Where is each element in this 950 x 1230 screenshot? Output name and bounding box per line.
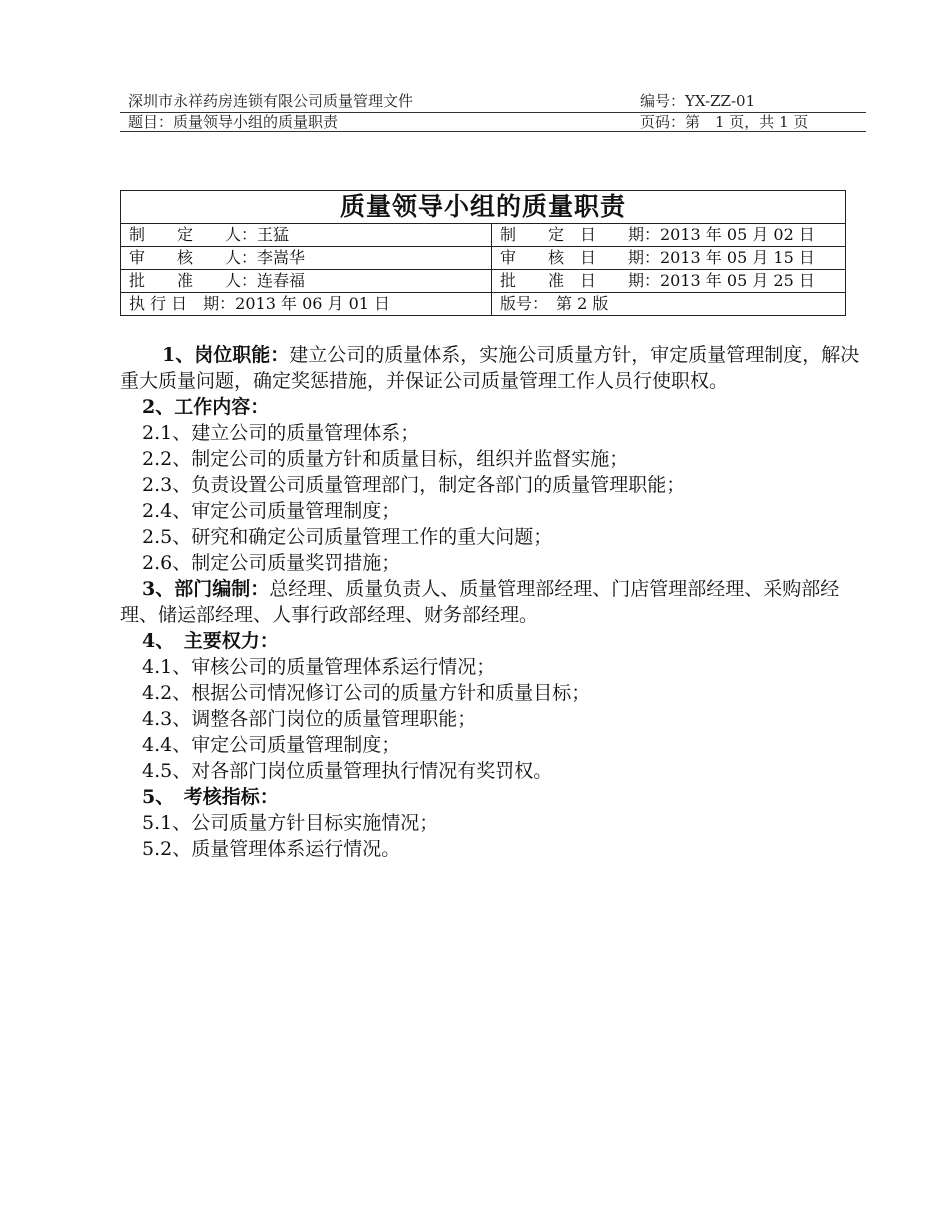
list-item: 2.5、研究和确定公司质量管理工作的重大问题； xyxy=(142,526,553,548)
document-title: 质量领导小组的质量职责 xyxy=(121,191,846,224)
list-item: 5.1、公司质量方针目标实施情况； xyxy=(142,812,439,834)
approver-cell: 批 准 人：连春福 xyxy=(121,270,492,293)
table-row xyxy=(121,224,846,247)
page-number: 页码：第 1 页，共 1 页 xyxy=(640,113,809,131)
list-item: 2.2、制定公司的质量方针和质量目标，组织并监督实施； xyxy=(142,448,629,470)
document-subheader xyxy=(120,112,866,132)
list-item: 5.2、质量管理体系运行情况。 xyxy=(142,838,401,860)
section-1-heading: 1、岗位职能： xyxy=(162,344,290,366)
section-3-text: 总经理、质量负责人、质量管理部经理、门店管理部经理、采购部经理、储运部经理、人事行政部经理、财务部经理。 xyxy=(120,578,840,626)
list-item: 2.4、审定公司质量管理制度； xyxy=(142,500,401,522)
drafter-cell: 制 定 人：王猛 xyxy=(121,224,492,247)
table-row xyxy=(121,293,846,316)
doc-subject: 题目：质量领导小组的质量职责 xyxy=(128,113,339,131)
list-item: 2.3、负责设置公司质量管理部门，制定各部门的质量管理职能； xyxy=(142,474,686,496)
review-date-cell: 审 核 日 期：2013 年 05 月 15 日 xyxy=(492,247,846,270)
section-3-heading: 3、部门编制： xyxy=(142,578,270,600)
list-item: 4.3、调整各部门岗位的质量管理职能； xyxy=(142,708,477,730)
list-item: 2.6、制定公司质量奖罚措施； xyxy=(142,552,401,574)
list-item: 4.5、对各部门岗位质量管理执行情况有奖罚权。 xyxy=(142,760,553,782)
info-table xyxy=(120,190,846,316)
table-row xyxy=(121,270,846,293)
doc-code: 编号：YX-ZZ-01 xyxy=(640,92,756,110)
section-4-heading: 4、 主要权力： xyxy=(142,630,279,652)
section-5-heading: 5、 考核指标： xyxy=(142,786,279,808)
approve-date-cell: 批 准 日 期：2013 年 05 月 25 日 xyxy=(492,270,846,293)
list-item: 4.2、根据公司情况修订公司的质量方针和质量目标； xyxy=(142,682,591,704)
section-1 xyxy=(120,342,860,394)
company-doc-label: 深圳市永祥药房连锁有限公司质量管理文件 xyxy=(128,92,414,110)
section-1-text: 建立公司的质量体系，实施公司质量方针，审定质量管理制度，解决重大质量问题，确定奖惩措施，并保证公司质量管理工作人员行使职权。 xyxy=(120,344,860,392)
document-header xyxy=(120,90,866,110)
effective-date-cell: 执 行 日 期：2013 年 06 月 01 日 xyxy=(121,293,492,316)
document-body xyxy=(120,342,860,862)
list-item: 4.1、审核公司的质量管理体系运行情况； xyxy=(142,656,496,678)
list-item: 2.1、建立公司的质量管理体系； xyxy=(142,422,420,444)
reviewer-cell: 审 核 人：李嵩华 xyxy=(121,247,492,270)
draft-date-cell: 制 定 日 期：2013 年 05 月 02 日 xyxy=(492,224,846,247)
list-item: 4.4、审定公司质量管理制度； xyxy=(142,734,401,756)
section-3 xyxy=(120,576,860,628)
table-row xyxy=(121,247,846,270)
section-2-heading: 2、工作内容： xyxy=(142,396,270,418)
version-cell: 版号： 第 2 版 xyxy=(492,293,846,316)
